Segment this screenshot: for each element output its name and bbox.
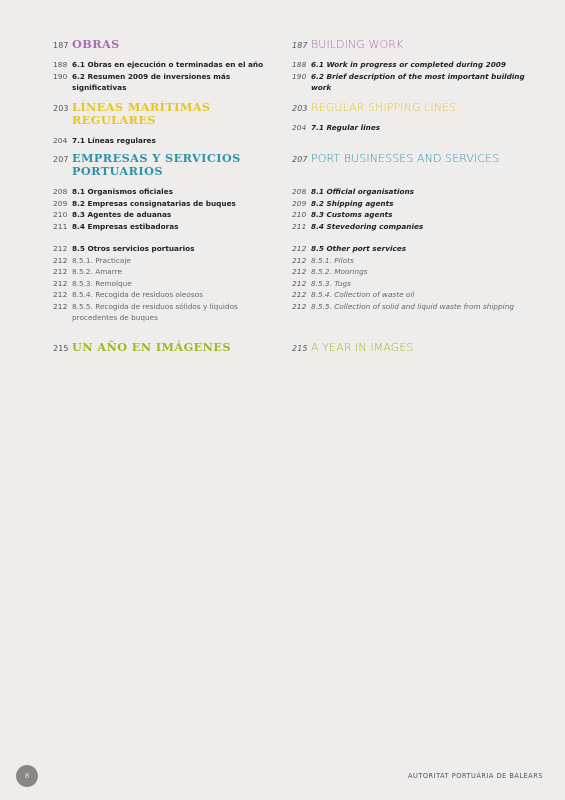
entry-label: 8.2 Shipping agents (311, 198, 394, 208)
entry-label: 8.2 Empresas consignatarias de buques (72, 198, 236, 208)
entry-page-number: 212 (53, 301, 68, 311)
section-title-building-work[interactable]: BUILDING WORK (311, 38, 404, 51)
section-title-year-in-images[interactable]: A YEAR IN IMAGES (311, 341, 414, 354)
toc-entry[interactable] (53, 209, 285, 221)
toc-entry[interactable] (53, 198, 285, 210)
title-line: EMPRESAS Y SERVICIOS (72, 151, 241, 165)
section-title-obras[interactable]: OBRAS (72, 37, 120, 51)
entry-page-number: 190 (53, 71, 68, 81)
toc-entry[interactable] (292, 289, 532, 301)
toc-entry[interactable] (53, 71, 285, 94)
entry-page-number: 212 (292, 301, 307, 311)
section-page-number: 187 (292, 41, 308, 50)
section-page-number: 215 (53, 344, 69, 353)
entry-page-number: 204 (292, 123, 307, 132)
entry-page-number: 212 (53, 290, 68, 299)
section-obras-es (53, 38, 285, 94)
entry-label: 6.2 Resumen 2009 de inversiones más significativas (72, 71, 231, 92)
toc-entry[interactable] (53, 59, 285, 71)
entry-page-number: 212 (53, 267, 68, 276)
entry-page-number: 212 (53, 244, 68, 253)
title-line: PORTUARIOS (72, 164, 163, 178)
entry-label: 6.1 Work in progress or completed during 2009 (311, 60, 506, 69)
entry-page-number: 211 (292, 221, 307, 231)
toc-entry[interactable] (292, 59, 532, 71)
entry-page-number: 211 (53, 221, 68, 231)
section-empresas-en (292, 152, 532, 312)
entry-page-number: 212 (292, 278, 307, 288)
toc-entry[interactable] (292, 301, 532, 313)
toc-entry[interactable] (53, 301, 285, 324)
entry-label: 8.5.5. Collection of solid and liquid waste from shipping (311, 301, 514, 311)
section-title-shipping-lines[interactable]: REGULAR SHIPPING LINES (311, 101, 457, 114)
toc-entry[interactable] (53, 278, 285, 290)
entry-label: 8.5.2. Amarre (72, 267, 122, 276)
toc-entry[interactable] (53, 289, 285, 301)
entry-page-number: 210 (53, 210, 68, 219)
toc-entry[interactable] (292, 198, 532, 210)
entry-label: 8.1 Official organisations (311, 187, 415, 196)
entry-label: 8.5.4. Collection of waste oil (311, 290, 415, 299)
toc-entry[interactable] (292, 71, 532, 94)
section-title-imagenes[interactable]: UN AÑO EN IMÁGENES (72, 340, 231, 354)
entry-page-number: 209 (292, 198, 307, 208)
entry-label: 8.5.1. Practicaje (72, 255, 131, 265)
toc-entry[interactable] (53, 266, 285, 278)
entry-label: 8.5 Otros servicios portuarios (72, 244, 195, 253)
entry-page-number: 188 (292, 60, 307, 69)
entry-page-number: 209 (53, 198, 68, 208)
section-empresas-es (53, 152, 285, 324)
publisher-footer: AUTORITAT PORTUÀRIA DE BALEARS (408, 772, 543, 780)
section-lineas-es (53, 101, 285, 147)
entry-label: 8.5.4. Recogida de residuos oleosos (72, 290, 203, 299)
section-title-port-businesses[interactable]: PORT BUSINESSES AND SERVICES (311, 152, 500, 165)
entry-page-number: 212 (53, 255, 68, 265)
entry-label (72, 301, 285, 324)
section-title-lineas[interactable]: LÍNEAS MARÍTIMAS REGULARES (72, 100, 211, 127)
section-lineas-en (292, 101, 532, 134)
entry-page-number: 208 (292, 187, 307, 196)
section-page-number: 203 (292, 104, 308, 113)
entry-label: 8.3 Agentes de aduanas (72, 210, 172, 219)
entry-page-number: 190 (292, 71, 307, 81)
entry-label: 8.4 Empresas estibadoras (72, 221, 179, 231)
entry-page-number: 212 (53, 278, 68, 288)
entry-label-line: procedentes de buques (72, 313, 158, 322)
entry-page-number: 210 (292, 210, 307, 219)
entry-label: 6.2 Brief description of the most important building work (311, 71, 525, 92)
section-page-number: 187 (53, 41, 69, 50)
toc-entry[interactable] (53, 186, 285, 198)
toc-entry[interactable] (292, 243, 532, 255)
toc-entry[interactable] (53, 221, 285, 233)
toc-entry[interactable] (292, 255, 532, 267)
entry-label: 8.5.2. Moorings (311, 267, 368, 276)
section-title-empresas[interactable] (72, 152, 241, 178)
entry-page-number: 212 (292, 267, 307, 276)
entry-label: 8.1 Organismos oficiales (72, 187, 173, 196)
entry-label: 8.5 Other port services (311, 244, 407, 253)
section-imagenes-en (292, 341, 532, 354)
entry-page-number: 212 (292, 255, 307, 265)
entry-label: 6.1 Obras en ejecución o terminadas en el año (72, 60, 264, 69)
entry-label: 8.5.3. Remolque (72, 278, 132, 288)
entry-label: 8.3 Customs agents (311, 210, 393, 219)
entry-page-number: 208 (53, 187, 68, 196)
toc-entry[interactable] (292, 122, 532, 134)
toc-entry[interactable] (292, 209, 532, 221)
entry-page-number: 212 (292, 290, 307, 299)
entry-label: 8.4 Stevedoring companies (311, 221, 424, 231)
toc-entry[interactable] (292, 221, 532, 233)
section-page-number: 203 (53, 104, 69, 113)
entry-label: 8.5.3. Tugs (311, 278, 351, 288)
page-number-badge: 8 (16, 765, 38, 787)
entry-label-line: 8.5.5. Recogida de residuos sólidos y líquidos (72, 301, 238, 311)
section-page-number: 207 (292, 155, 308, 164)
toc-entry[interactable] (292, 266, 532, 278)
toc-entry[interactable] (292, 278, 532, 290)
toc-entry[interactable] (292, 186, 532, 198)
entry-label: 7.1 Líneas regulares (72, 136, 156, 145)
entry-page-number: 212 (292, 244, 307, 253)
toc-entry[interactable] (53, 243, 285, 255)
section-page-number: 215 (292, 344, 308, 353)
entry-page-number: 204 (53, 136, 68, 145)
section-imagenes-es (53, 341, 285, 354)
toc-entry[interactable] (53, 255, 285, 267)
entry-label: 7.1 Regular lines (311, 123, 381, 132)
section-obras-en (292, 38, 532, 94)
toc-entry[interactable] (53, 135, 285, 147)
entry-page-number: 188 (53, 60, 68, 69)
section-page-number: 207 (53, 155, 69, 164)
entry-label: 8.5.1. Pilots (311, 255, 354, 265)
